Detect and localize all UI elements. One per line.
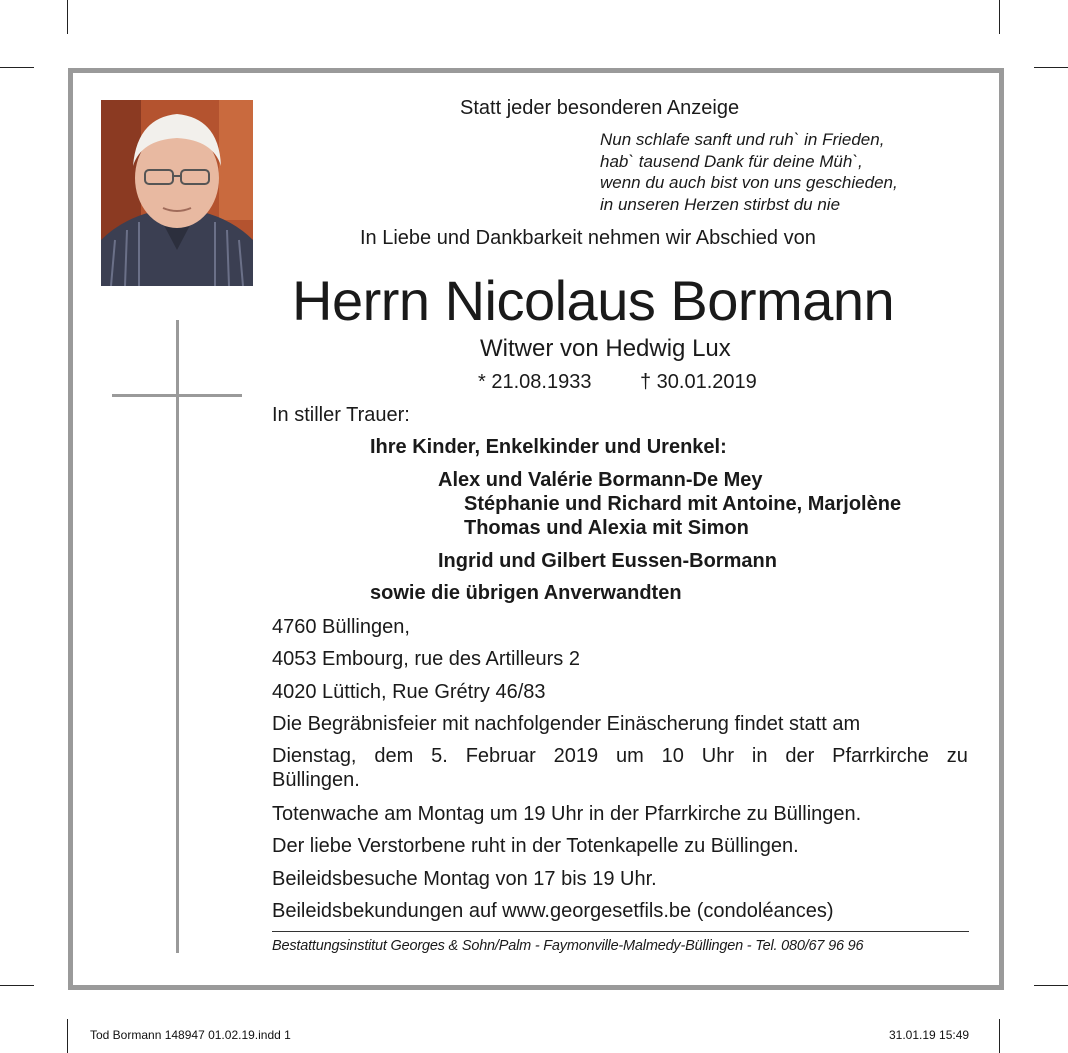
address-line: 4760 Büllingen,	[272, 616, 410, 638]
rest-line: Der liebe Verstorbene ruht in der Totenkapelle zu Büllingen.	[272, 835, 799, 857]
birth-date: * 21.08.1933	[478, 371, 592, 393]
crop-mark-top-left	[67, 0, 68, 34]
crop-mark-left-top	[0, 67, 34, 68]
service-line-1: Die Begräbnisfeier mit nachfolgender Einäscherung findet statt am	[272, 713, 861, 735]
visits-line: Beileidsbesuche Montag von 17 bis 19 Uhr.	[272, 868, 657, 890]
poem	[600, 129, 898, 215]
wake-line: Totenwache am Montag um 19 Uhr in der Pfarrkirche zu Büllingen.	[272, 803, 862, 825]
crop-mark-bottom-left	[67, 1019, 68, 1053]
death-date: † 30.01.2019	[640, 371, 757, 393]
crop-mark-bottom-right	[999, 1019, 1000, 1053]
service-line-3: Büllingen.	[272, 769, 360, 791]
family-1-grandchildren-a: Stéphanie und Richard mit Antoine, Marjolène	[464, 493, 902, 515]
farewell-line: In Liebe und Dankbarkeit nehmen wir Abschied von	[360, 227, 816, 249]
poem-line: Nun schlafe sanft und ruh` in Frieden,	[600, 130, 885, 149]
family-1: Alex und Valérie Bormann-De Mey	[438, 469, 763, 491]
portrait-illustration	[101, 100, 253, 286]
crop-mark-right-bottom	[1034, 985, 1068, 986]
service-word: Dienstag,	[272, 745, 357, 767]
address-line: 4020 Lüttich, Rue Grétry 46/83	[272, 681, 546, 703]
service-word: Uhr	[701, 745, 735, 767]
slug-file: Tod Bormann 148947 01.02.19.indd 1	[90, 1028, 291, 1042]
service-word: Februar	[465, 745, 536, 767]
funeral-home-footer: Bestattungsinstitut Georges & Sohn/Palm - Faymonville-Malmedy-Büllingen - Tel. 080/67 96 96	[272, 938, 864, 954]
poem-line: wenn du auch bist von uns geschieden,	[600, 173, 898, 192]
family-2: Ingrid und Gilbert Eussen-Bormann	[438, 550, 777, 572]
service-line-2	[272, 745, 968, 768]
poem-line: in unseren Herzen stirbst du nie	[600, 194, 841, 214]
service-word: dem	[374, 745, 414, 767]
crop-mark-right-top	[1034, 67, 1068, 68]
service-word: 5.	[431, 745, 448, 767]
portrait-photo	[101, 100, 253, 286]
mourners-intro: In stiller Trauer:	[272, 404, 410, 426]
slug-datetime: 31.01.19 15:49	[889, 1028, 970, 1042]
footer-divider	[272, 931, 969, 932]
service-word: um	[616, 745, 644, 767]
cross-horizontal-bar	[112, 394, 242, 397]
condolences-line: Beileidsbekundungen auf www.georgesetfils.be (condoléances)	[272, 900, 834, 922]
intro-line: Statt jeder besonderen Anzeige	[460, 97, 740, 119]
poem-line: hab` tausend Dank für deine Müh`,	[600, 151, 863, 171]
service-word: zu	[946, 745, 968, 767]
crop-mark-top-right	[999, 0, 1000, 34]
mourners-group: Ihre Kinder, Enkelkinder und Urenkel:	[370, 436, 727, 458]
service-word: Pfarrkirche	[832, 745, 929, 767]
address-line: 4053 Embourg, rue des Artilleurs 2	[272, 648, 580, 670]
other-relatives: sowie die übrigen Anverwandten	[370, 582, 682, 604]
cross-vertical-bar	[176, 320, 179, 953]
family-1-grandchildren-b: Thomas und Alexia mit Simon	[464, 517, 749, 539]
service-word: der	[785, 745, 815, 767]
service-word: 2019	[553, 745, 599, 767]
deceased-name: Herrn Nicolaus Bormann	[292, 269, 895, 332]
spouse-line: Witwer von Hedwig Lux	[480, 335, 731, 362]
crop-mark-left-bottom	[0, 985, 34, 986]
service-word: in	[751, 745, 768, 767]
service-word: 10	[661, 745, 684, 767]
